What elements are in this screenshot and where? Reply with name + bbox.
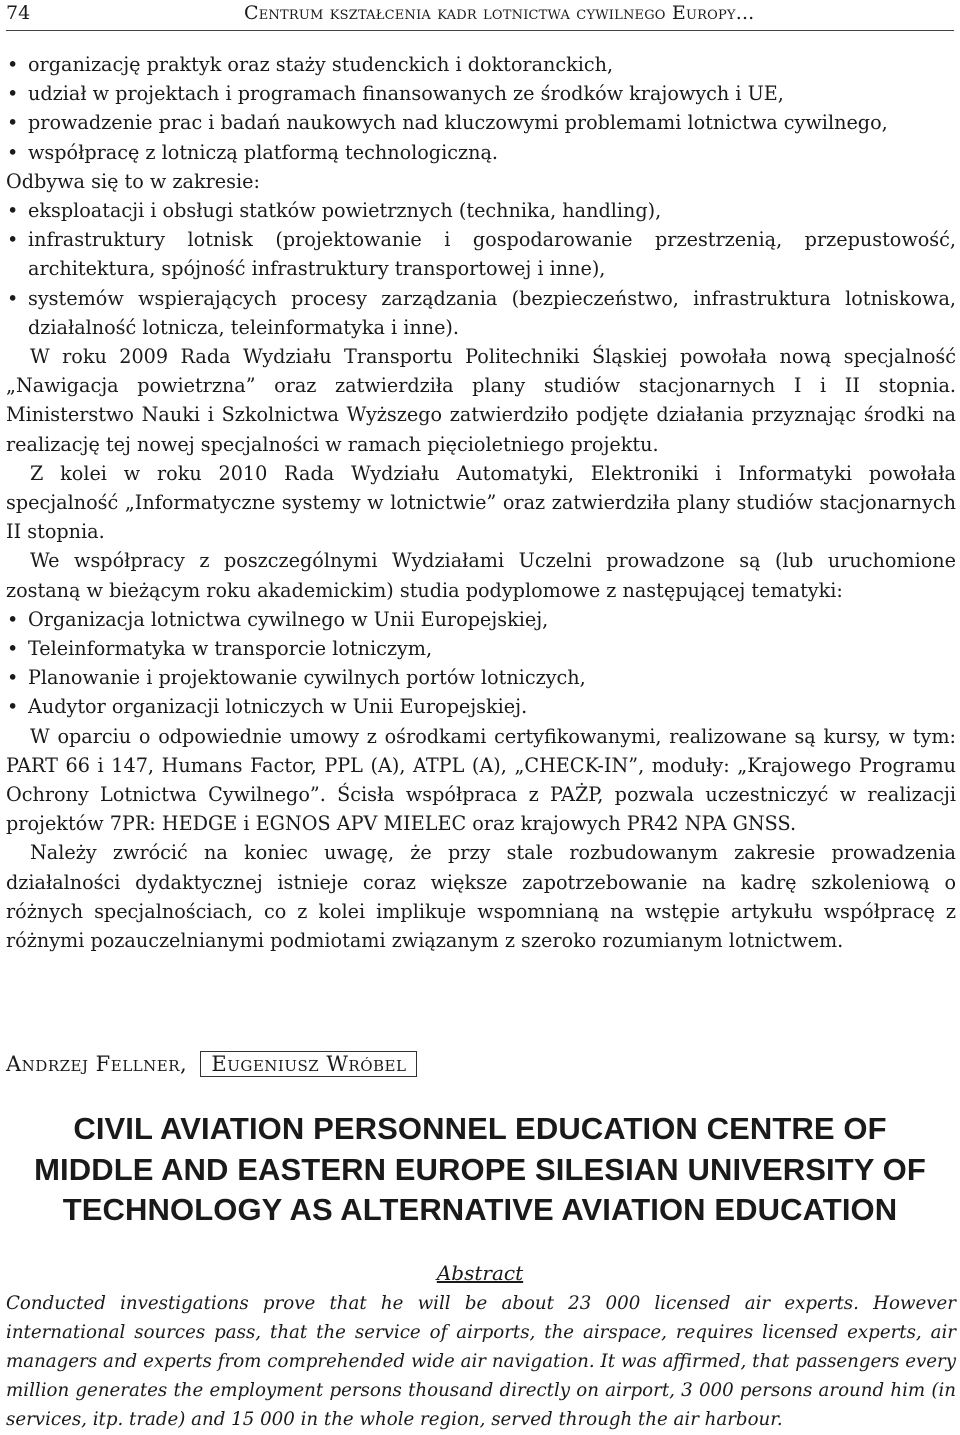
author-line [6, 1049, 417, 1079]
abstract-text: Conducted investigations prove that he will be about 23 000 licensed air experts. However international sources pass, that the service of airports, the airspace, requires licensed experts, air managers and experts from comprehended wide air navigation. It was affirmed, that passengers every million generates the employment persons thousand directly on airport, 3 000 persons around him (in services, itp. trade) and 15 000 in the whole region, served through the air harbour. [6, 1293, 956, 1430]
list-item: • prowadzenie prac i badań naukowych nad kluczowymi problemami lotnictwa cywilnego, [6, 108, 956, 137]
list-item: • eksploatacji i obsługi statków powietrznych (technika, handling), [6, 196, 956, 225]
list-item: • organizację praktyk oraz staży studenckich i doktoranckich, [6, 50, 956, 79]
english-title [0, 1109, 960, 1231]
list-item: • Organizacja lotnictwa cywilnego w Unii Europejskiej, [6, 605, 956, 634]
scope-bullet-list [6, 196, 956, 342]
paragraph-final: Należy zwrócić na koniec uwagę, że przy stale rozbudowanym zakresie prowadzenia działalności dydaktycznej istnieje coraz większe zapotrzebowanie na kadrę szkoleniową o różnych specjalnościach, co z kolei implikuje wspomnianą na wstępie artykułu współpracę z różnymi pozauczelnianymi podmiotami związanym z szeroko rozumianym lotnictwem. [6, 841, 956, 953]
studies-bullet-list [6, 605, 956, 722]
list-item: • współpracę z lotniczą platformą technologiczną. [6, 138, 956, 167]
list-item: • systemów wspierających procesy zarządzania (bezpieczeństwo, infrastruktura lotniskowa, działalność lotnicza, teleinformatyka i inne). [6, 284, 956, 342]
author-name-boxed: Eugeniusz Wróbel [200, 1051, 417, 1077]
paragraph-2010: Z kolei w roku 2010 Rada Wydziału Automatyki, Elektroniki i Informatyki powołała specjalność „Informatyczne systemy w lotnictwie” oraz zatwierdziła plany studiów stacjonarnych II stopnia. [6, 461, 956, 544]
running-title: Centrum kształcenia kadr lotnictwa cywilnego Europy... [244, 2, 755, 24]
page-header [6, 0, 954, 31]
title-line: CIVIL AVIATION PERSONNEL EDUCATION CENTRE OF [73, 1111, 887, 1146]
paragraph-courses: W oparciu o odpowiednie umowy z ośrodkami certyfikowanymi, realizowane są kursy, w tym: PART 66 i 147, Humans Factor, PPL (A), ATPL (A), „CHECK-IN”, moduły: „Krajowego Programu Ochrony Lotnictwa Cywilnego”. Ścisła współpraca z PAŻP, pozwala uczestniczyć w realizacji projektów 7PR: HEDGE i EGNOS APV MIELEC oraz krajowych PR42 NPA GNSS. [6, 724, 956, 836]
author-name: Andrzej Fellner, [6, 1052, 188, 1076]
list-item: • udział w projektach i programach finansowanych ze środków krajowych i UE, [6, 79, 956, 108]
list-item: • infrastruktury lotnisk (projektowanie i gospodarowanie przestrzenią, przepustowość, architektura, spójność infrastruktury transportowej i inne), [6, 225, 956, 283]
abstract-heading: Abstract [436, 1261, 524, 1285]
scope-intro: Odbywa się to w zakresie: [6, 169, 260, 193]
article-body [6, 50, 956, 955]
paragraph-2009: W roku 2009 Rada Wydziału Transportu Politechniki Śląskiej powołała nową specjalność „Nawigacja powietrzna” oraz zatwierdziła plany studiów stacjonarnych I i II stopnia. Ministerstwo Nauki i Szkolnictwa Wyższego zatwierdziło podjęte działania przyznając środki na realizację tej nowej specjalności w ramach pięcioletniego projektu. [6, 345, 956, 456]
list-item: • Audytor organizacji lotniczych w Unii Europejskiej. [6, 692, 956, 721]
page-number: 74 [6, 2, 31, 24]
title-line: TECHNOLOGY AS ALTERNATIVE AVIATION EDUCATION [62, 1192, 898, 1227]
title-line: MIDDLE AND EASTERN EUROPE SILESIAN UNIVERSITY OF [34, 1151, 926, 1187]
list-item: • Planowanie i projektowanie cywilnych portów lotniczych, [6, 663, 956, 692]
list-item: • Teleinformatyka w transporcie lotniczym, [6, 634, 956, 663]
paragraph-cooperation: We współpracy z poszczególnymi Wydziałami Uczelni prowadzone są (lub uruchomione zostaną w bieżącym roku akademickim) studia podyplomowe z następującej tematyki: [6, 549, 956, 602]
intro-bullet-list [6, 50, 956, 167]
